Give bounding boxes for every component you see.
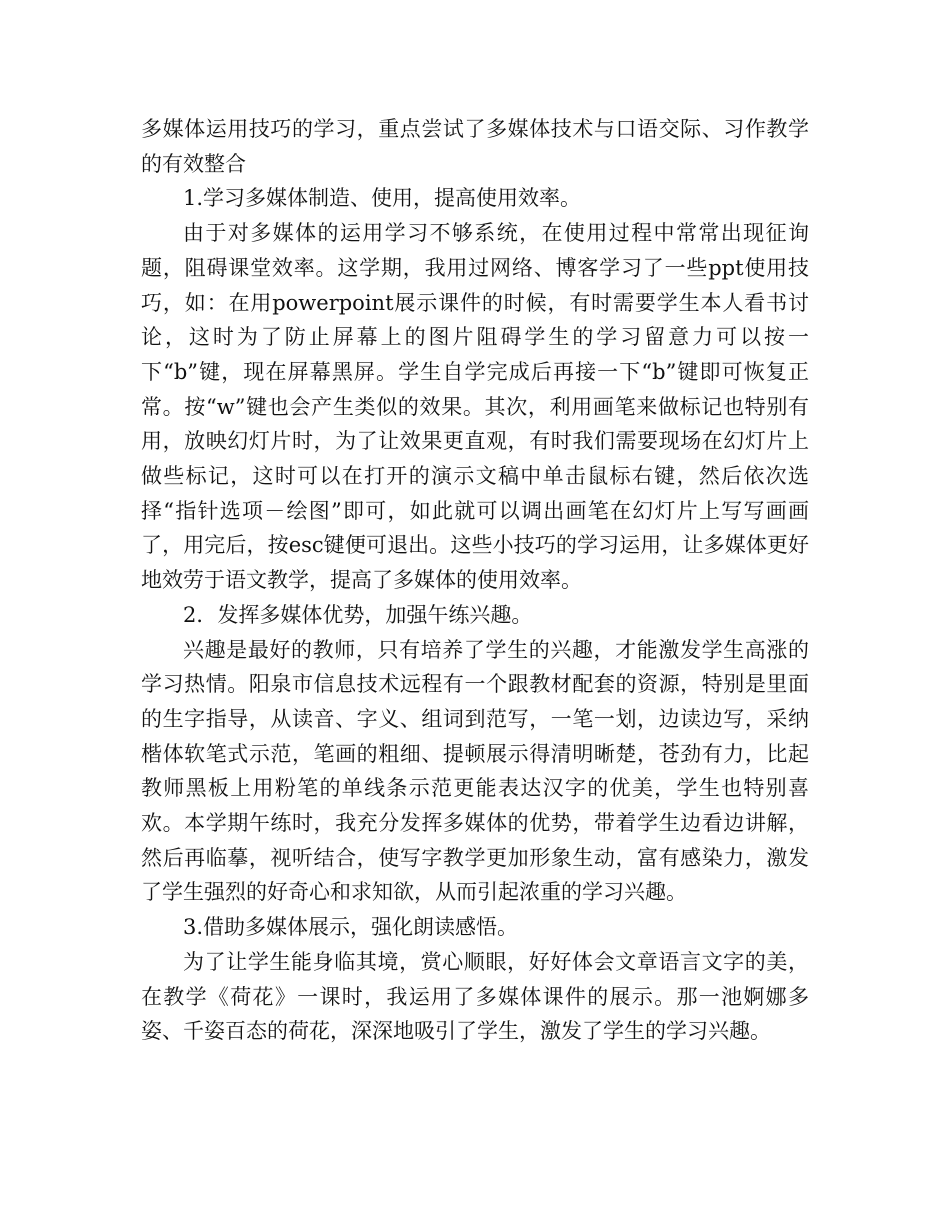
- section-heading-3: 3.借助多媒体展示，强化朗读感悟。: [183, 915, 519, 940]
- paragraph-powerpoint-tips: 由于对多媒体的运用学习不够系统，在使用过程中常常出现征询题，阻碍课堂效率。这学期，我用过网络、博客学习了一些ppt使用技巧，如：在用powerpoint展示课件的时候，有时需要学生本人看书讨论，这时为了防止屏幕上的图片阻碍学生的学习留意力可以按一下“b”键，现在屏幕黑屏。学生自学完成后再接一下“b”键即可恢复正常。按“w”键也会产生类似的效果。其次，利用画笔来做标记也特别有用，放映幻灯片时，为了让效果更直观，有时我们需要现场在幻灯片上做些标记，这时可以在打开的演示文稿中单击鼠标右键，然后依次选择“指针选项－绘图”即可，如此就可以调出画笔在幻灯片上写写画画了，用完后，按esc键便可退出。这些小技巧的学习运用，让多媒体更好地效劳于语文教学，提高了多媒体的使用效率。: [141, 221, 809, 593]
- paragraph-lotus-lesson: 为了让学生能身临其境，赏心顺眼，好好体会文章语言文字的美，在教学《荷花》一课时，我运用了多媒体课件的展示。那一池婀娜多姿、千姿百态的荷花，深深地吸引了学生，激发了学生的学习兴趣。: [141, 949, 809, 1044]
- section-heading-2: 2．发挥多媒体优势，加强午练兴趣。: [183, 602, 533, 627]
- paragraph-writing-practice: 兴趣是最好的教师，只有培养了学生的兴趣，才能激发学生高涨的学习热情。阳泉市信息技术远程有一个跟教材配套的资源，特别是里面的生字指导，从读音、字义、组词到范写，一笔一划，边读边写，采纳楷体软笔式示范，笔画的粗细、提顿展示得清明晰楚，苍劲有力，比起教师黑板上用粉笔的单线条示范更能表达汉字的优美，学生也特别喜欢。本学期午练时，我充分发挥多媒体的优势，带着学生边看边讲解，然后再临摹，视听结合，使写字教学更加形象生动，富有感染力，激发了学生强烈的好奇心和求知欲，从而引起浓重的学习兴趣。: [141, 637, 809, 905]
- section-heading-1: 1.学习多媒体制造、使用，提高使用效率。: [183, 186, 582, 211]
- paragraph-continuation: 多媒体运用技巧的学习，重点尝试了多媒体技术与口语交际、习作教学的有效整合: [141, 117, 809, 176]
- document-body: [141, 112, 809, 1049]
